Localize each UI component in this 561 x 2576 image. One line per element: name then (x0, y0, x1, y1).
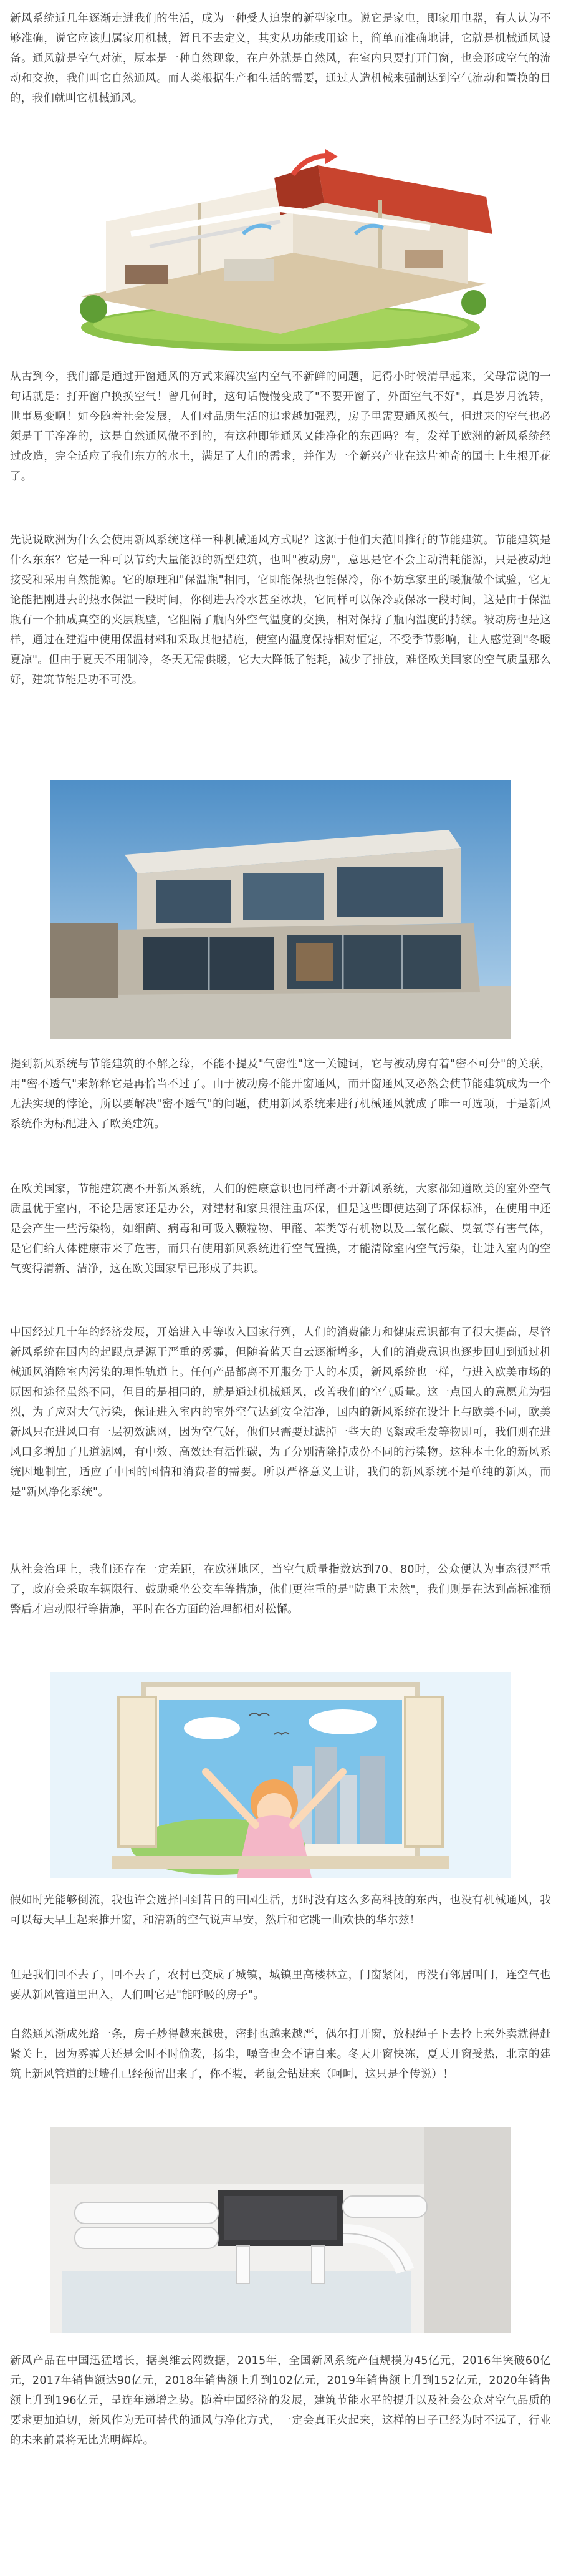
girl-opening-window-cartoon (50, 1672, 511, 1878)
paragraph-cannot-go-back: 但是我们回不去了，回不去了，农村已变成了城镇，城镇里高楼林立，门窗紧闭，再没有邻居叫门，连空气也要从新风管道里出入，人们叫它是"能呼吸的房子"。 (10, 1969, 551, 2001)
paragraph-natural-ventilation: 自然通风渐成死路一条，房子炒得越来越贵，密封也越来越严，偶尔打开窗，放根绳子下去拎上来外卖就得赶紧关上，因为雾霾天还是会时不时偷袭，扬尘，噪音也会不请自来。冬天开窗快冻，夏天开窗受热，北京的建筑上新风管道的过墙孔已经预留出来了，你不装，老鼠会钻进来（呵呵，这只是个传说）！ (10, 2028, 551, 2081)
house-cutaway-ventilation-illustration (56, 140, 505, 356)
paragraph-airtightness: 提到新风系统与节能建筑的不解之缘，不能不提及"气密性"这一关键词，它与被动房有着"密不可分"的关联，用"密不透气"来解释它是再恰当不过了。由于被动房不能开窗通风，而开窗通风又必然会使节能建筑成为一个无法实现的悖论，所以要解决"密不透气"的问题，使用新风系统来进行机械通风就成了唯一可选项，于是新风系统作为标配进入了欧美建筑。 (10, 1058, 551, 1130)
paragraph-governance: 从社会治理上，我们还存在一定差距，在欧洲地区，当空气质量指数达到70、80时，公众便认为事态很严重了，政府会采取车辆限行、鼓励乘坐公交车等措施，他们更注重的是"防患于未然"，我们则是在达到高标准预警后才启动限行等措施，平时在各方面的治理都相对松懈。 (10, 1563, 551, 1616)
paragraph-nostalgia: 假如时光能够倒流，我也许会选择回到昔日的田园生活，那时没有这么多高科技的东西，也没有机械通风，我可以每天早上起来推开窗，和清新的空气说声早安，然后和它跳一曲欢快的华尔兹！ (10, 1894, 551, 1927)
paragraph-market-growth: 新风产品在中国迅猛增长，据奥维云网数据，2015年，全国新风系统产值规模为45亿元，2016年突破60亿元，2017年销售额达90亿元，2018年销售额上升到102亿元，2019年销售额上升到152亿元，2020年销售额上升到196亿元，呈连年递增之势。随着中国经济的发展，建筑节能水平的提升以及社会公众对空气品质的要求更加迫切，新风作为无可替代的通风与净化方式，一定会真正火起来，这样的日子已经为时不远了，行业的未来前景将无比光明辉煌。 (10, 2355, 551, 2447)
paragraph-health: 在欧美国家，节能建筑离不开新风系统，人们的健康意识也同样离不开新风系统，大家都知道欧美的室外空气质量优于室内，不论是居家还是办公，对建材和家具很注重环保，但是这些即使达到了环保标准，在使用中还是会产生一些污染物，如细菌、病毒和可吸入颗粒物、甲醛、苯类等有机物以及二氧化碳、臭氧等有害气体，是它们给人体健康带来了危害，而只有使用新风系统进行空气置换，才能清除室内空气污染，让进入室内的空气变得清新、洁净，这在欧美国家早已形成了共识。 (10, 1183, 551, 1275)
paragraph-intro: 新风系统近几年逐渐走进我们的生活，成为一种受人追崇的新型家电。说它是家电，即家用电器，有人认为不够准确，说它应该归属家用机械，暂且不去定义，其实从功能或用途上，简单而准确地讲，它就是机械通风设备。通风就是空气对流，原本是一种自然现象，在户外就是自然风，在室内只要打开门窗，也会形成空气的流动和交换，我们叫它自然通风。而人类根据生产和生活的需要，通过人造机械来强制达到空气流动和置换的目的，我们就叫它机械通风。 (10, 12, 551, 105)
paragraph-china: 中国经过几十年的经济发展，开始进入中等收入国家行列，人们的消费能力和健康意识都有了很大提高，尽管新风系统在国内的起跟点是源于严重的雾霾，但随着蓝天白云逐渐增多，人们的消费意识也逐步回归到通过机械通风消除室内污染的理性轨道上。任何产品都离不开服务于人的本质，新风系统也一样，与进入欧美市场的原因和途径虽然不同，但目的是相同的，就是通过机械通风，改善我们的空气质量。这一点国人的意愿尤为强烈，为了应对大气污染，保证进入室内的室外空气达到安全洁净，国内的新风系统在设计上与欧美不同，欧美新风只在进风口有一层初效滤网，因为空气好，他们只需要过滤掉一些大的飞絮或毛发等物即可，我们则在进风口多增加了几道滤网，有中效、高效还有活性碳，为了分别清除掉成份不同的污染物。这种本土化的新风系统因地制宜，适应了中国的国情和消费者的需要。所以严格意义上讲，我们的新风系统不是单纯的新风，而是"新风净化系统"。 (10, 1326, 551, 1499)
paragraph-europe-passive-house: 先说说欧洲为什么会使用新风系统这样一种机械通风方式呢？这源于他们大范围推行的节能建筑。节能建筑是什么东东？它是一种可以节约大量能源的新型建筑，也叫"被动房"，意思是它不会主动消耗能源，只是被动地接受和采用自然能源。它的原理和"保温瓶"相同，它即能保热也能保冷，你不妨拿家里的暖瓶做个试验，它无论能把刚进去的热水保温一段时间，你倒进去冷水甚至冰块，它同样可以保冷或保冰一段时间，这是由于保温瓶有一个抽成真空的夹层瓶壁，它阻隔了瓶内外空气温度的交换，相对保持了瓶内温度的持续。被动房也是这样，通过在建造中使用保温材料和采取其他措施，使室内温度保持相对恒定，不受季节影响，让人感觉到"冬暖夏凉"。但由于夏天不用制冷，冬天无需供暖，它大大降低了能耗，减少了排放，难怪欧美国家的空气质量那么好，建筑节能是功不可没。 (10, 534, 551, 686)
modern-glass-house-photo (50, 780, 511, 1039)
paragraph-history: 从古到今，我们都是通过开窗通风的方式来解决室内空气不新鲜的问题，记得小时候清早起来，父母常说的一句话就是：打开窗户换换空气！曾几何时，这句话慢慢变成了"不要开窗了，外面空气不好"，真是岁月流转，世事易变啊！如今随着社会发展，人们对品质生活的追求越加强烈，房子里需要通风换气，但进来的空气也必须是干干净净的，这是自然通风做不到的，有这种即能通风又能净化的东西吗？有，发祥于欧洲的新风系统经过改造，完全适应了我们东方的水土，满足了人们的需求，并作为一个新兴产业在这片神奇的国土上生根开花了。 (10, 371, 551, 483)
ventilation-duct-unit-photo (50, 2127, 511, 2333)
